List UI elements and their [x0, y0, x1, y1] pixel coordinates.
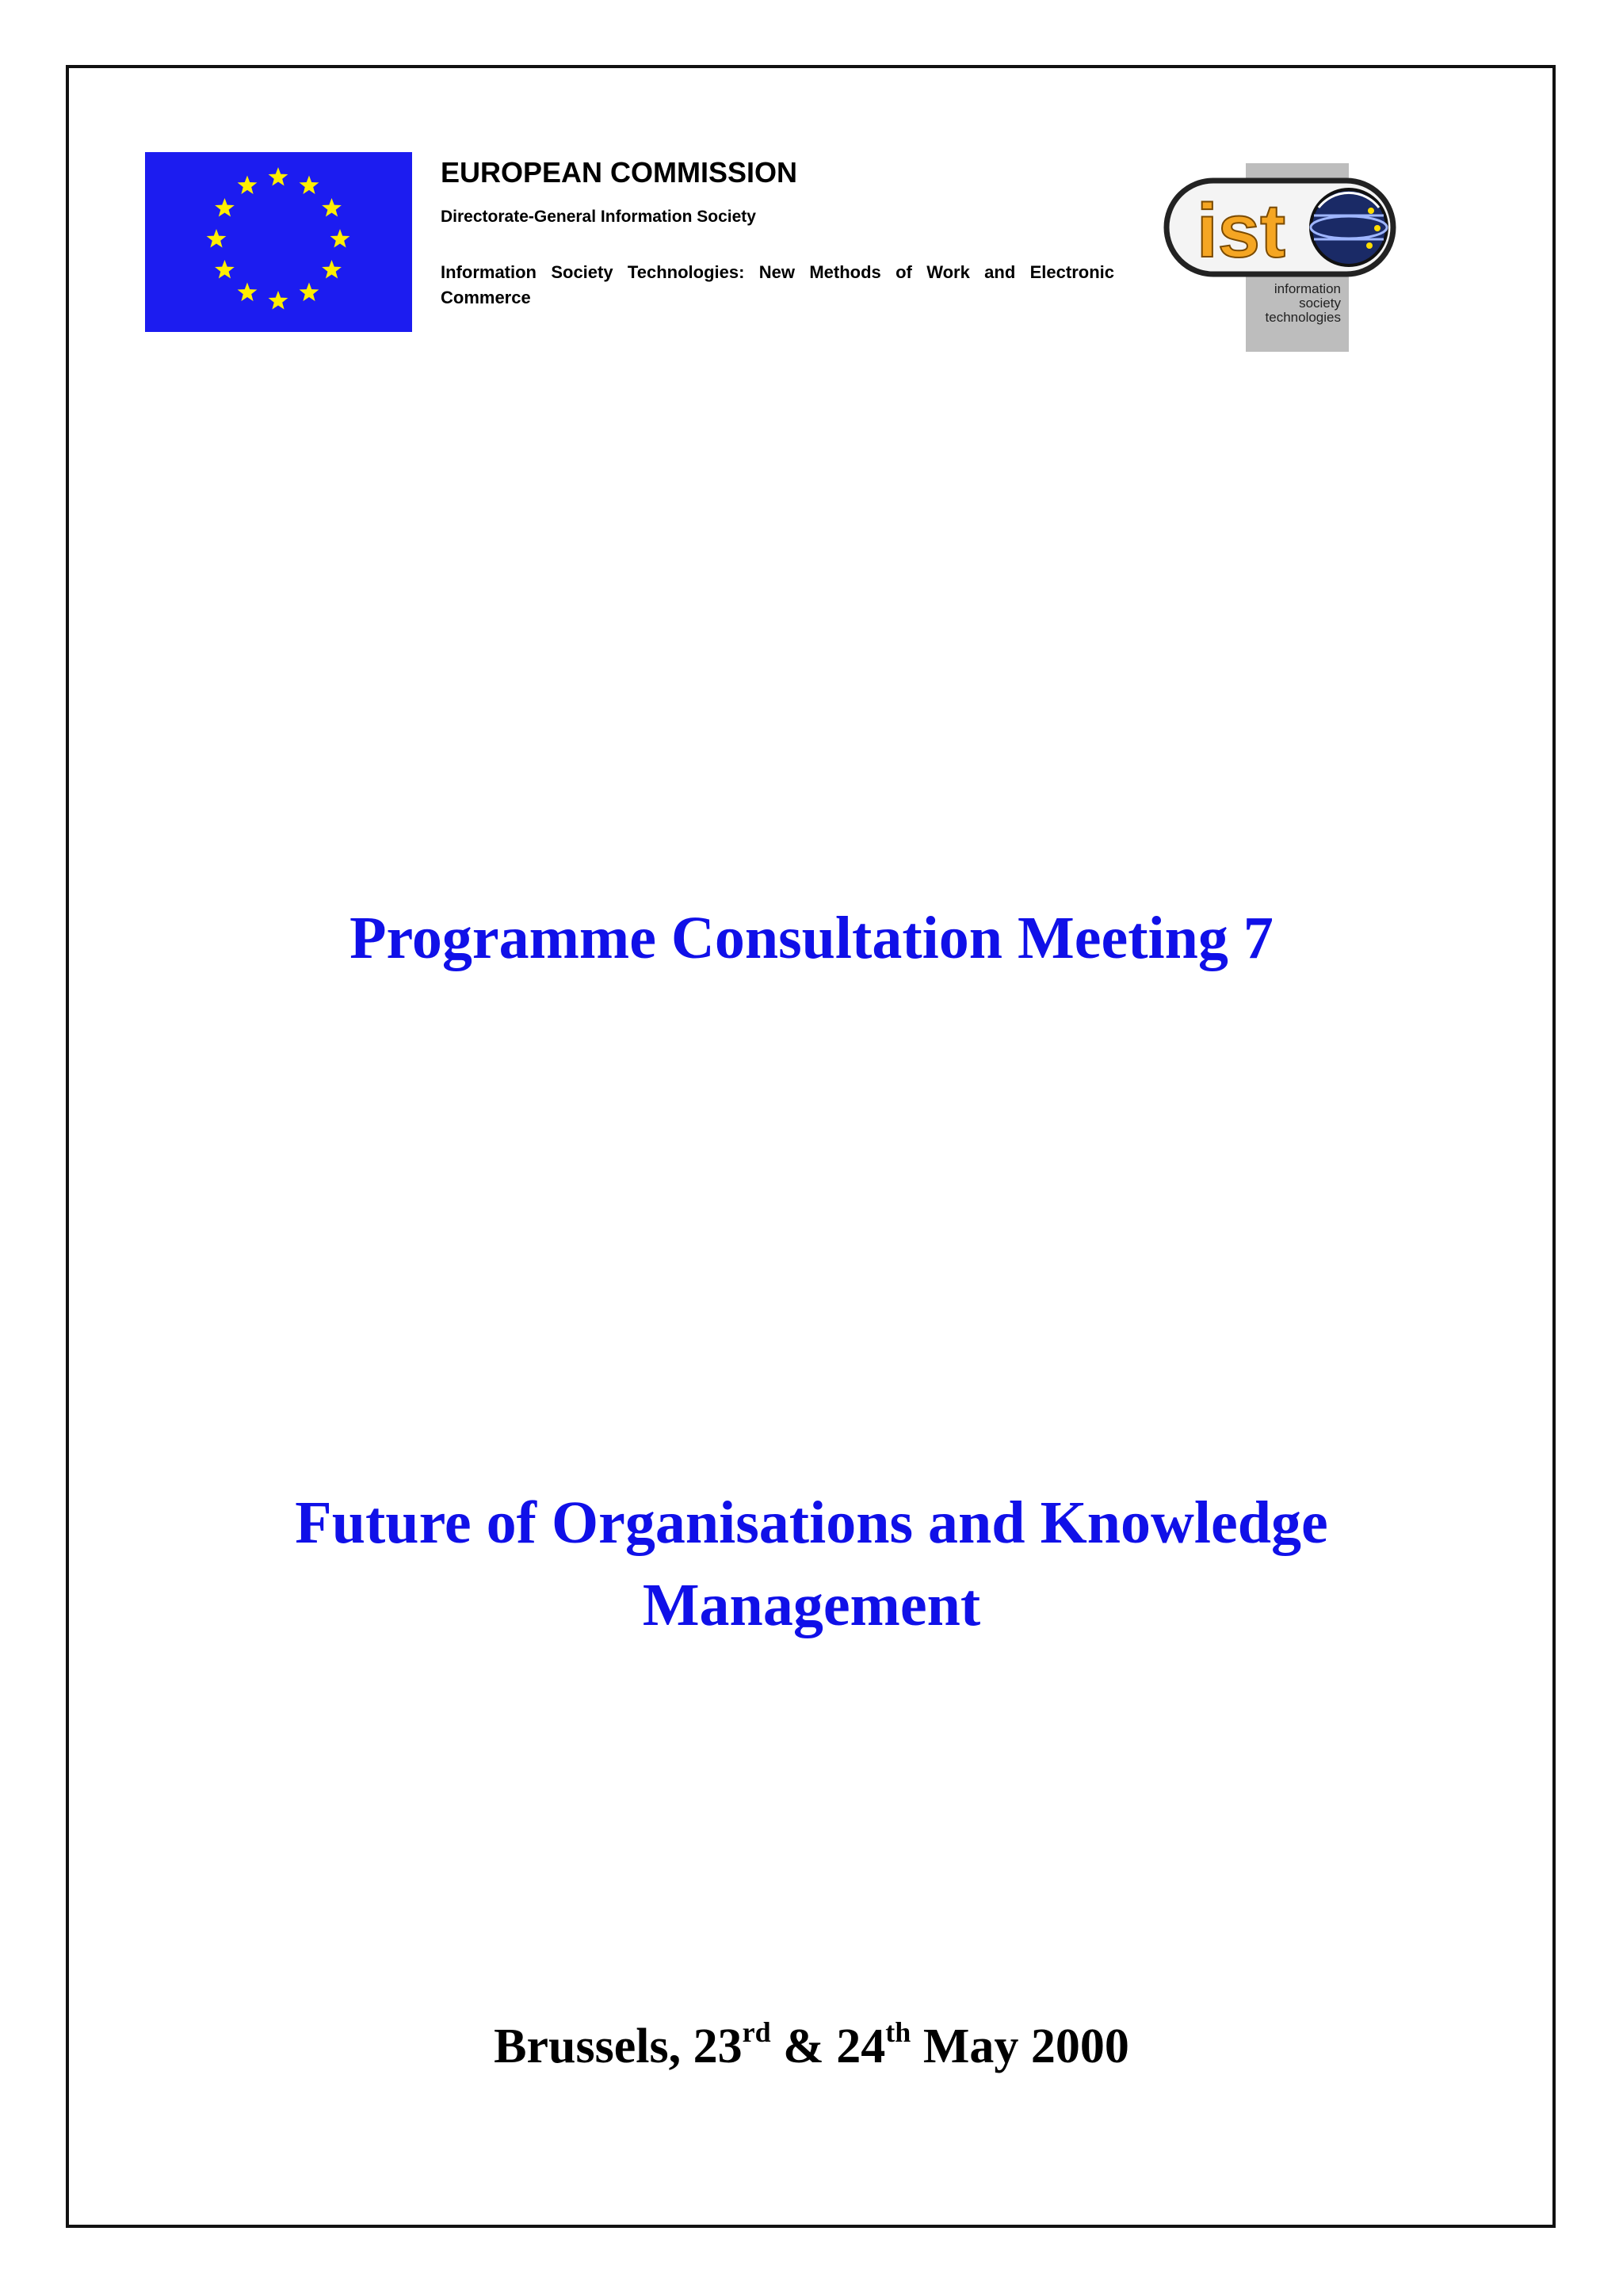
- meeting-date: [0, 2011, 1623, 2082]
- date-part: & 24: [770, 2019, 886, 2073]
- ist-caption-line: technologies: [1265, 310, 1341, 325]
- topic-title-line: Future of Organisations and Knowledge: [295, 1489, 1328, 1556]
- topic-title: [0, 1482, 1623, 1646]
- date-ordinal: th: [885, 2016, 911, 2048]
- date-ordinal: rd: [742, 2016, 771, 2048]
- eu-flag-icon: [145, 152, 412, 332]
- organization-name: EUROPEAN COMMISSION: [441, 156, 798, 189]
- date-part: Brussels, 23: [494, 2019, 743, 2073]
- header-text-block: [441, 155, 1114, 311]
- date-part: May 2000: [911, 2019, 1129, 2073]
- ist-caption-line: information: [1274, 281, 1341, 296]
- meeting-title: Programme Consultation Meeting 7: [349, 905, 1274, 971]
- page-border: [66, 65, 1556, 2228]
- ist-caption-line: society: [1299, 296, 1341, 311]
- directorate-name: Directorate-General Information Society: [441, 208, 756, 226]
- programme-name: Information Society Technologies: New Methods of Work and Electronic Commerce: [441, 262, 1114, 307]
- ist-wordmark: ist: [1197, 189, 1286, 273]
- ist-caption: [1246, 282, 1347, 350]
- topic-title-line: Management: [642, 1572, 981, 1638]
